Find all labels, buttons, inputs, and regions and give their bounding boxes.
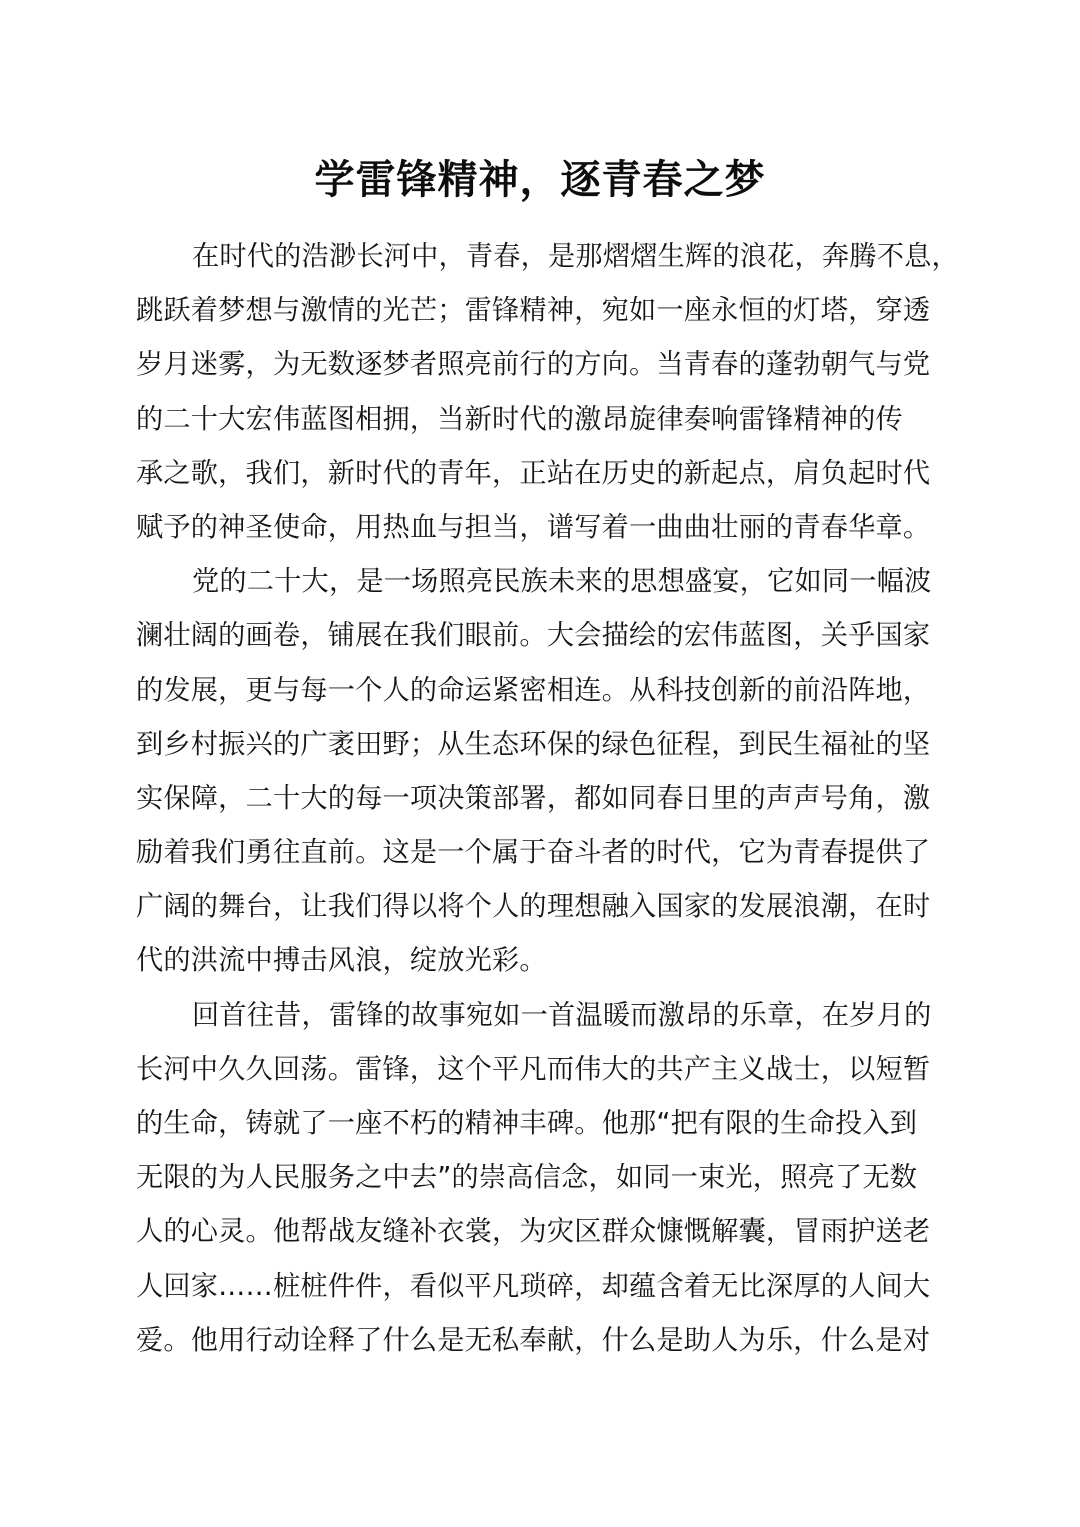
paragraph-line: 赋予的神圣使命，用热血与担当，谱写着一曲曲壮丽的青春华章。 bbox=[136, 511, 931, 543]
document-body bbox=[136, 230, 959, 1368]
paragraph-2 bbox=[136, 555, 956, 989]
paragraph-line: 到乡村振兴的广袤田野；从生态环保的绿色征程，到民生福祉的坚 bbox=[136, 728, 931, 760]
paragraph-line: 承之歌，我们，新时代的青年，正站在历史的新起点，肩负起时代 bbox=[136, 457, 931, 489]
paragraph-line: 跳跃着梦想与激情的光芒；雷锋精神，宛如一座永恒的灯塔，穿透 bbox=[136, 295, 931, 327]
paragraph-line: 无限的为人民服务之中去”的崇高信念，如同一束光，照亮了无数 bbox=[136, 1162, 918, 1194]
paragraph-line: 的发展，更与每一个人的命运紧密相连。从科技创新的前沿阵地， bbox=[136, 674, 931, 706]
document-title: 学雷锋精神，逐青春之梦 bbox=[314, 156, 766, 203]
paragraph-line: 党的二十大，是一场照亮民族未来的思想盛宴，它如同一幅波 bbox=[192, 566, 932, 598]
paragraph-line: 回首往昔，雷锋的故事宛如一首温暖而激昂的乐章，在岁月的 bbox=[192, 999, 932, 1031]
paragraph-line: 澜壮阔的画卷，铺展在我们眼前。大会描绘的宏伟蓝图，关乎国家 bbox=[136, 620, 931, 652]
paragraph-3 bbox=[136, 989, 956, 1368]
paragraph-line: 实保障，二十大的每一项决策部署，都如同春日里的声声号角，激 bbox=[136, 782, 931, 814]
paragraph-line: 的生命，铸就了一座不朽的精神丰碑。他那“把有限的生命投入到 bbox=[136, 1108, 918, 1139]
paragraph-line: 长河中久久回荡。雷锋，这个平凡而伟大的共产主义战士，以短暂 bbox=[136, 1053, 931, 1085]
paragraph-line: 人回家……桩桩件件，看似平凡琐碎，却蕴含着无比深厚的人间大 bbox=[136, 1270, 931, 1302]
paragraph-1 bbox=[136, 230, 959, 555]
paragraph-line: 励着我们勇往直前。这是一个属于奋斗者的时代，它为青春提供了 bbox=[136, 837, 931, 869]
paragraph-line: 岁月迷雾，为无数逐梦者照亮前行的方向。当青春的蓬勃朝气与党 bbox=[136, 349, 931, 381]
paragraph-line: 的二十大宏伟蓝图相拥，当新时代的激昂旋律奏响雷锋精神的传 bbox=[136, 403, 903, 435]
paragraph-line: 爱。他用行动诠释了什么是无私奉献，什么是助人为乐，什么是对 bbox=[136, 1324, 931, 1356]
paragraph-line: 人的心灵。他帮战友缝补衣裳，为灾区群众慷慨解囊，冒雨护送老 bbox=[136, 1216, 931, 1248]
paragraph-line: 广阔的舞台，让我们得以将个人的理想融入国家的发展浪潮，在时 bbox=[136, 891, 931, 923]
paragraph-line: 在时代的浩渺长河中，青春，是那熠熠生辉的浪花，奔腾不息， bbox=[192, 241, 959, 272]
paragraph-line: 代的洪流中搏击风浪，绽放光彩。 bbox=[136, 945, 547, 977]
